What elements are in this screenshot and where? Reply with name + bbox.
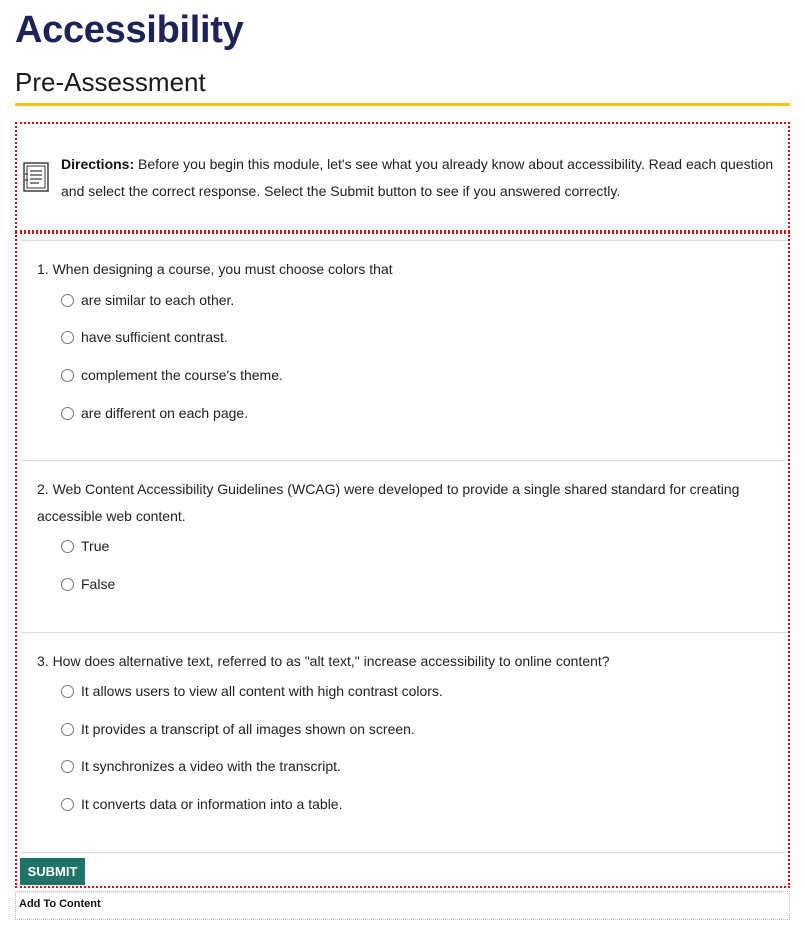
radio-button[interactable] [61, 331, 74, 344]
radio-button[interactable] [61, 578, 74, 591]
option-label: It converts data or information into a table. [81, 796, 343, 812]
page-title: Accessibility [15, 9, 244, 51]
radio-button[interactable] [61, 540, 74, 553]
radio-button[interactable] [61, 685, 74, 698]
directions-panel [15, 122, 790, 232]
submit-row [21, 852, 788, 887]
question-3 [21, 632, 788, 853]
question-2 [21, 460, 788, 633]
question-text: 3. How does alternative text, referred to as "alt text," increase accessibility to online content? [37, 653, 610, 669]
radio-button[interactable] [61, 723, 74, 736]
option-label: False [81, 576, 116, 592]
option-label: complement the course's theme. [81, 367, 283, 383]
option-label: It synchronizes a video with the transcript. [81, 758, 341, 774]
option-label: It provides a transcript of all images shown on screen. [81, 721, 415, 737]
option-label: have sufficient contrast. [81, 329, 228, 345]
radio-button[interactable] [61, 798, 74, 811]
document-icon [23, 162, 49, 192]
question-text: 2. Web Content Accessibility Guidelines (WCAG) were developed to provide a single shared standard for creating accessible web content. [37, 481, 740, 524]
radio-button[interactable] [61, 760, 74, 773]
radio-button[interactable] [61, 369, 74, 382]
radio-button[interactable] [61, 407, 74, 420]
option-label: It allows users to view all content with high contrast colors. [81, 683, 443, 699]
page-subtitle: Pre-Assessment [15, 67, 206, 97]
directions-body: Before you begin this module, let's see what you already know about accessibility. Read each question and select the correct response. Select the Submit button to see if you answered correctly. [61, 156, 774, 199]
add-to-content-link[interactable]: Add To Content [19, 898, 101, 910]
directions-label: Directions: [61, 156, 135, 172]
question-1 [21, 240, 788, 461]
option-label: are similar to each other. [81, 292, 235, 308]
radio-button[interactable] [61, 294, 74, 307]
add-to-content-bar[interactable] [15, 891, 790, 920]
option-label: are different on each page. [81, 405, 249, 421]
directions-text [61, 151, 776, 205]
quiz-panel [15, 232, 790, 888]
submit-button[interactable]: SUBMIT [20, 858, 85, 885]
question-text: 1. When designing a course, you must choose colors that [37, 261, 393, 277]
option-label: True [81, 538, 110, 554]
title-divider [15, 103, 790, 106]
